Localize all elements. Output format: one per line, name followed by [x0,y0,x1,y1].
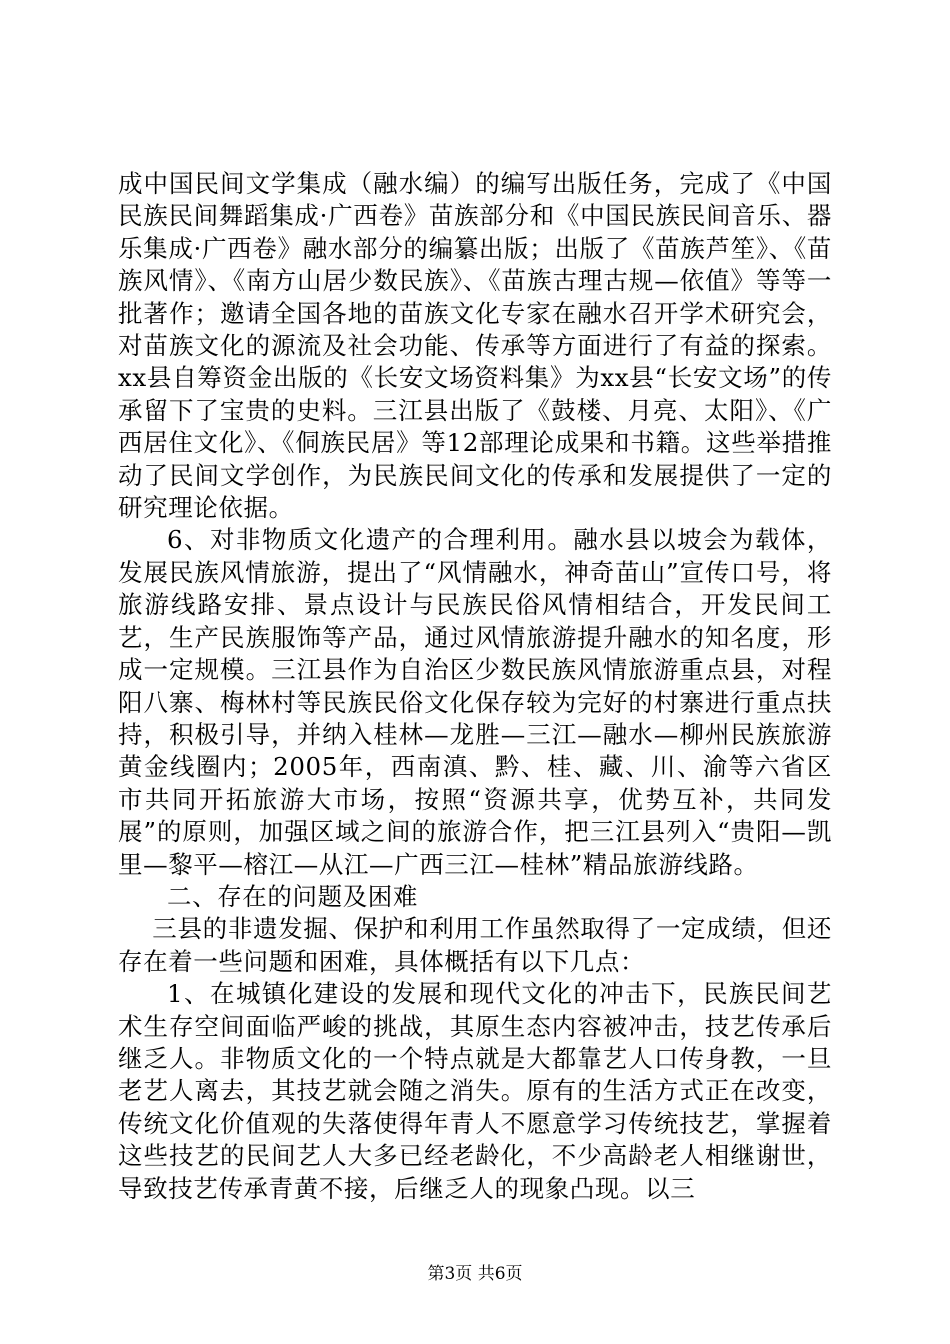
paragraph-item-1: 1、在城镇化建设的发展和现代文化的冲击下，民族民间艺术生存空间面临严峻的挑战，其原生态内容被冲击，技艺传承后继乏人。非物质文化的一个特点就是大都靠艺人口传身教，一旦老艺人离去，其技艺就会随之消失。原有的生活方式正在改变，传统文化价值观的失落使得年青人不愿意学习传统技艺，掌握着这些技艺的民间艺人大多已经老龄化，不少高龄老人相继谢世，导致技艺传承青黄不接，后继乏人的现象凸现。以三 [118,979,832,1203]
paragraph-item-6: 6、对非物质文化遗产的合理利用。融水县以坡会为载体，发展民族风情旅游，提出了“风情融水，神奇苗山”宣传口号，将旅游线路安排、景点设计与民族民俗风情相结合，开发民间工艺，生产民族服饰等产品，通过风情旅游提升融水的知名度，形成一定规模。三江县作为自治区少数民族风情旅游重点县，对程阳八寨、梅林村等民族民俗文化保存较为完好的村寨进行重点扶持，积极引导，并纳入桂林—龙胜—三江—融水—柳州民族旅游黄金线圈内；2005年，西南滇、黔、桂、藏、川、渝等六省区市共同开拓旅游大市场，按照“资源共享，优势互补，共同发展”的原则，加强区域之间的旅游合作，把三江县列入“贵阳—凯里—黎平—榕江—从江—广西三江—桂林”精品旅游线路。 [118,525,832,879]
paragraph-problems-intro: 三县的非遗发掘、保护和利用工作虽然取得了一定成绩，但还存在着一些问题和困难，具体概括有以下几点： [118,914,832,976]
paragraph-continuation: 成中国民间文学集成（融水编）的编写出版任务，完成了《中国民族民间舞蹈集成·广西卷》苗族部分和《中国民族民间音乐、器乐集成·广西卷》融水部分的编纂出版；出版了《苗族芦笙》、《苗族风情》、《南方山居少数民族》、《苗族古理古规—依值》等等一批著作；邀请全国各地的苗族文化专家在融水召开学术研究会，对苗族文化的源流及社会功能、传承等方面进行了有益的探索。xx县自筹资金出版的《长安文场资料集》为xx县“长安文场”的传承留下了宝贵的史料。三江县出版了《鼓楼、月亮、太阳》、《广西居住文化》、《侗族民居》等12部理论成果和书籍。这些举措推动了民间文学创作，为民族民间文化的传承和发展提供了一定的研究理论依据。 [118,169,832,523]
section-heading-problems: 二、存在的问题及困难 [167,881,418,911]
document-body [118,168,832,1205]
page-number-footer: 第3页 共6页 [427,1264,523,1284]
